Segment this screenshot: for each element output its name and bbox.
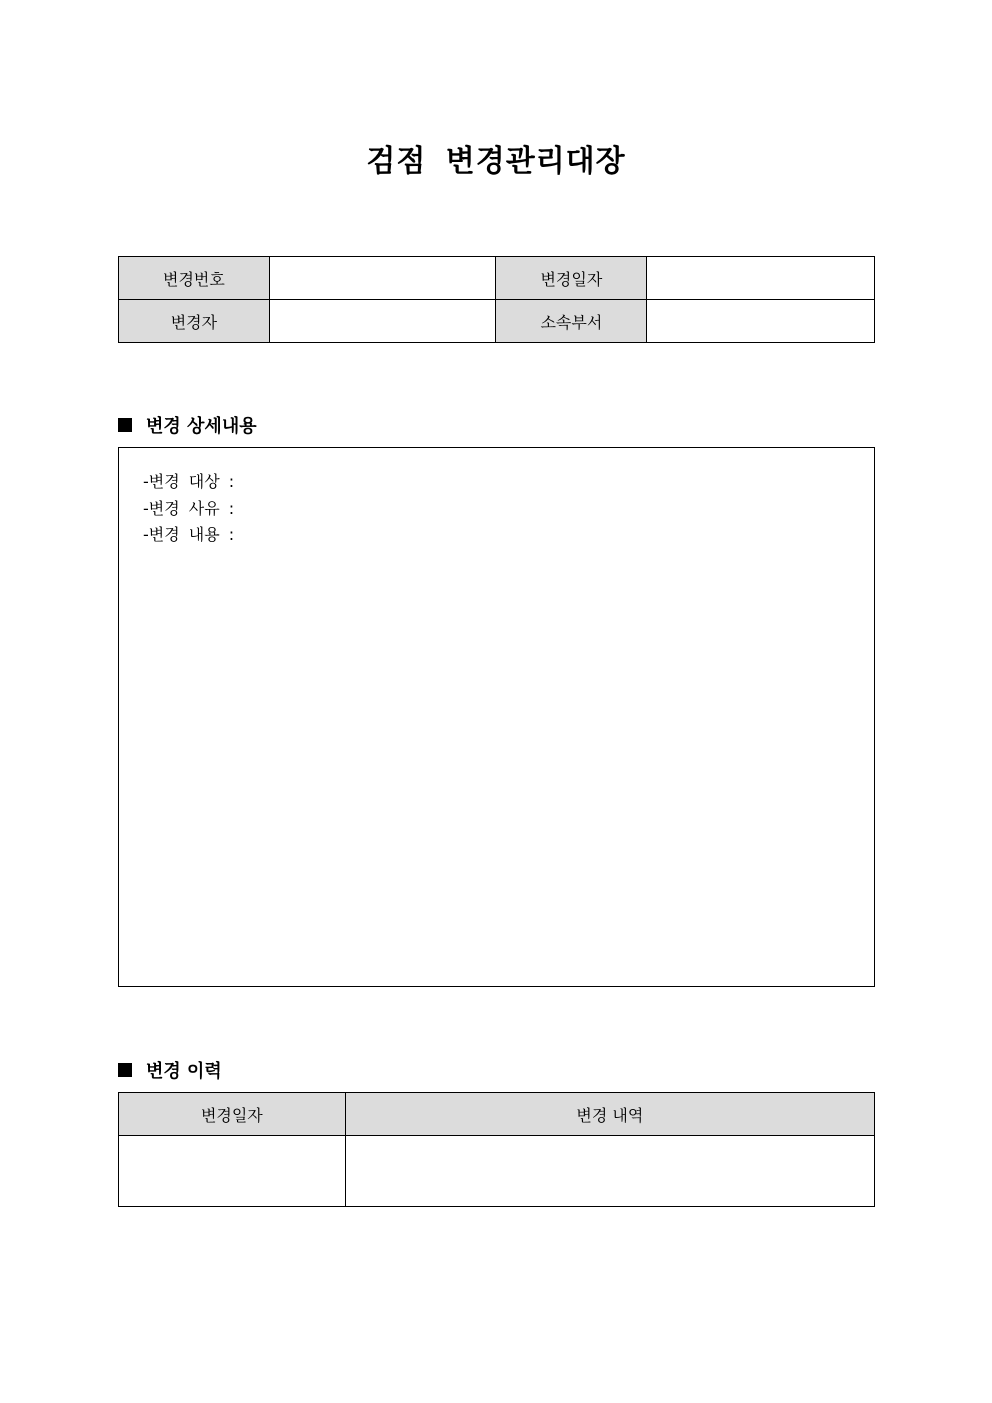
history-table: [118, 1092, 875, 1207]
detail-line-reason: -변경 사유 :: [143, 499, 235, 518]
dept-label: 소속부서: [496, 300, 647, 343]
change-date-label: 변경일자: [496, 257, 647, 300]
history-col-date: 변경일자: [119, 1093, 346, 1136]
history-col-content: 변경 내역: [345, 1093, 874, 1136]
square-bullet-icon: [118, 1063, 132, 1077]
history-heading: [118, 1057, 222, 1083]
table-row: [119, 1136, 875, 1207]
history-heading-text: 변경 이력: [146, 1061, 222, 1082]
info-table: [118, 256, 875, 343]
change-no-label: 변경번호: [119, 257, 270, 300]
details-box[interactable]: [118, 447, 875, 987]
changer-label: 변경자: [119, 300, 270, 343]
history-date-cell[interactable]: [119, 1136, 346, 1207]
detail-line-content: -변경 내용 :: [143, 525, 235, 544]
change-no-field[interactable]: [269, 257, 496, 300]
detail-line-target: -변경 대상 :: [143, 472, 235, 491]
details-heading: [118, 412, 257, 438]
page-title: 검점 변경관리대장: [366, 144, 626, 179]
dept-field[interactable]: [647, 300, 875, 343]
details-heading-text: 변경 상세내용: [146, 416, 257, 437]
change-date-field[interactable]: [647, 257, 875, 300]
square-bullet-icon: [118, 418, 132, 432]
changer-field[interactable]: [269, 300, 496, 343]
history-content-cell[interactable]: [345, 1136, 874, 1207]
